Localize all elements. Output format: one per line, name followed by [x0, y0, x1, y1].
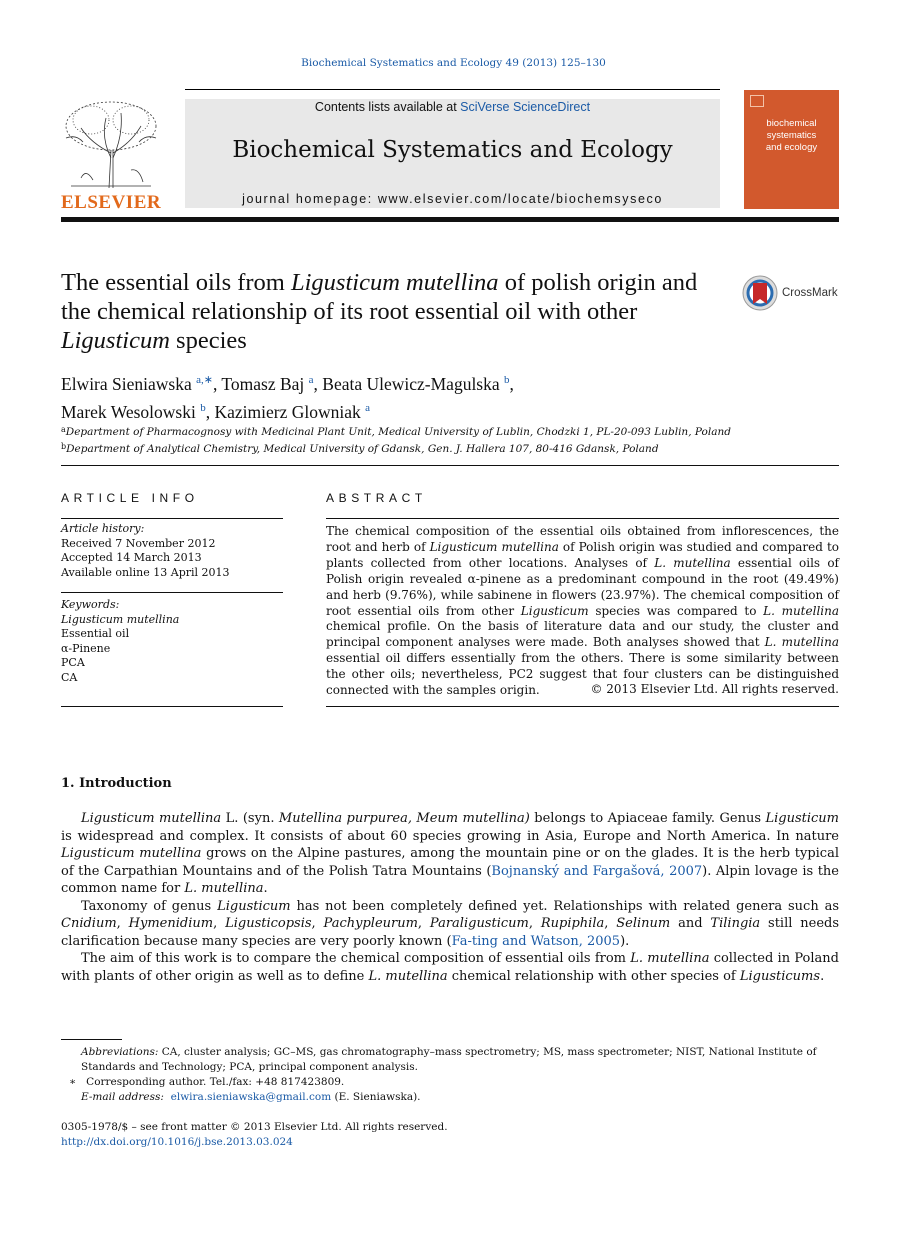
title-part: The essential oils from	[61, 269, 291, 296]
homepage-url-link[interactable]: www.elsevier.com/locate/biochemsyseco	[377, 192, 663, 206]
abstract-text	[326, 524, 839, 699]
keyword-item: CA	[61, 670, 78, 684]
homepage-prefix: journal homepage:	[242, 192, 378, 206]
email-name: (E. Sieniawska).	[331, 1091, 421, 1103]
cover-mini-logo	[750, 95, 764, 107]
journal-title: Biochemical Systematics and Ecology	[232, 137, 673, 163]
italic-run: L. mutellina	[184, 881, 264, 896]
italic-run: Hymenidium	[128, 916, 214, 931]
abstract-part-italic: L. mutellina	[764, 635, 840, 650]
info-rule-top	[61, 518, 283, 519]
title-part-italic: Ligusticum	[61, 327, 170, 354]
author-affiliation-marker[interactable]: a	[365, 402, 371, 414]
keywords-block	[61, 598, 283, 685]
affiliation-marker: a	[61, 425, 66, 434]
text-run: and	[670, 916, 711, 931]
corresponding-marker: ∗	[69, 1076, 77, 1088]
author-separator: ,	[205, 402, 215, 422]
text-run: collected in Poland with plants of other origin as well as to define	[61, 951, 839, 984]
corresponding-text: Corresponding author. Tel./fax: +48 817423809.	[86, 1076, 345, 1088]
text-run: ,	[604, 916, 617, 931]
abstract-part-italic: Ligusticum mutellina	[429, 539, 559, 554]
abbreviations-text: CA, cluster analysis; GC–MS, gas chromatography–mass spectrometry; MS, mass spectrometer; NIST, National Institute of Standards and Technology; PCA, principal component analysis.	[81, 1046, 817, 1073]
issn-block	[61, 1120, 448, 1150]
introduction-heading: 1. Introduction	[61, 776, 172, 791]
italic-run: Ligusticum	[217, 898, 291, 914]
abstract-rule-top	[326, 518, 839, 519]
intro-paragraph-1	[61, 810, 839, 898]
text-run: .	[263, 881, 268, 896]
italic-run: Tilingia	[710, 916, 761, 931]
italic-run: L. mutellina	[630, 951, 710, 966]
abstract-part: of Polish origin was studied and compared to plants collected from other locations. Analyses of	[326, 539, 839, 570]
contents-prefix: Contents lists available at	[314, 100, 461, 114]
elsevier-wordmark: ELSEVIER	[61, 192, 162, 213]
text-run: ,	[528, 916, 541, 931]
received-date: Received 7 November 2012	[61, 536, 216, 550]
reference-link[interactable]: Bojnanský and Fargašová, 2007	[491, 863, 703, 879]
history-label: Article history:	[61, 522, 145, 535]
text-run: ,	[116, 916, 129, 931]
abbreviations-label: Abbreviations:	[81, 1046, 159, 1058]
sciencedirect-link[interactable]: SciVerse ScienceDirect	[460, 100, 591, 114]
text-run: grows on the Alpine pastures, among the mountain pine or on the glades. It is the herb typical of the Carpathian Mountains and of the Polish Tatra Mountains (	[61, 846, 839, 879]
footnote-rule	[61, 1039, 122, 1040]
affiliation-text: Department of Analytical Chemistry, Medical University of Gdansk, Gen. J. Hallera 107, 80-416 Gdansk, Poland	[66, 442, 659, 455]
cover-title-line-2: systematics	[766, 130, 817, 141]
cover-title	[744, 118, 839, 154]
header-thick-rule	[61, 217, 839, 222]
text-run: ). Alpin lovage is the common name for	[61, 863, 839, 896]
intro-paragraph-2	[61, 898, 839, 951]
article-title	[61, 268, 721, 355]
text-run: ,	[213, 916, 226, 931]
online-date: Available online 13 April 2013	[61, 565, 230, 579]
author-separator: ,	[313, 374, 323, 394]
italic-run: Selinum	[616, 916, 671, 931]
article-info-heading: ARTICLE INFO	[61, 491, 199, 505]
text-run: L. (syn.	[221, 811, 279, 826]
journal-cover-thumbnail[interactable]	[744, 90, 839, 209]
journal-citation[interactable]: Biochemical Systematics and Ecology 49 (2013) 125–130	[301, 57, 606, 69]
title-part-italic: Ligusticum mutellina	[290, 269, 499, 296]
italic-run: Ligusticum mutellina	[61, 846, 202, 861]
abstract-part: essential oil differs essentially from the others. There is some similarity between the other oils; nevertheless, PC2 suggest that four clusters can be distinguished connected with the samples origin.	[326, 651, 839, 698]
affiliation-marker: b	[61, 441, 67, 451]
elsevier-tree-logo	[61, 98, 161, 190]
reference-link[interactable]: Fa-ting and Watson, 2005	[451, 933, 621, 949]
journal-homepage	[185, 192, 720, 206]
italic-run: Mutellina purpurea, Meum mutellina)	[278, 811, 530, 826]
italic-run: L. mutellina	[368, 968, 448, 984]
abstract-part-italic: L. mutellina	[763, 603, 839, 618]
abstract-heading: ABSTRACT	[326, 491, 427, 505]
contents-line	[185, 100, 720, 114]
text-run: has not been completely defined yet. Relationships with related genera such as	[290, 898, 839, 914]
text-run: ).	[620, 933, 630, 949]
author-name: Elwira Sieniawska	[61, 374, 197, 394]
title-part: species	[169, 327, 247, 354]
italic-run: Ligusticopsis	[225, 916, 312, 931]
affiliation-a	[61, 423, 839, 440]
author-separator: ,	[509, 374, 514, 394]
crossmark-icon	[741, 274, 779, 312]
abstract-part: The chemical composition of the essential oils obtained from inflorescences, the root and herb of	[326, 524, 839, 554]
corresponding-footnote	[61, 1075, 839, 1090]
doi-link[interactable]: http://dx.doi.org/10.1016/j.bse.2013.03.024	[61, 1136, 293, 1148]
text-run: still needs clarification because many species are very poorly known (	[61, 916, 840, 949]
email-label: E-mail address:	[81, 1091, 164, 1103]
crossmark-label: CrossMark	[782, 287, 838, 299]
introduction-body	[61, 810, 839, 985]
affiliation-b	[61, 440, 839, 457]
email-footnote	[61, 1090, 839, 1105]
keyword-item: α-Pinene	[61, 641, 111, 655]
author-name: Beata Ulewicz-Magulska	[322, 374, 505, 394]
keyword-item: Essential oil	[61, 627, 130, 640]
text-run: belongs to Apiaceae family. Genus	[529, 811, 766, 826]
keywords-label: Keywords:	[61, 598, 120, 611]
abstract-part-italic: Ligusticum	[520, 603, 589, 618]
abstract-part: chemical profile. On the basis of literature data and our study, the cluster and principal component analyses were made. Both analyses showed that	[326, 619, 839, 650]
author-name: Tomasz Baj	[221, 374, 309, 394]
keywords-list	[61, 613, 283, 686]
text-run: is widespread and complex. It consists of about 60 species growing in Asia, Europe and North America. In nature	[61, 828, 839, 844]
text-run: ,	[311, 916, 324, 931]
info-rule-mid	[61, 592, 283, 593]
abstract-copyright: © 2013 Elsevier Ltd. All rights reserved.	[590, 682, 839, 696]
cover-title-line-1: biochemical	[766, 118, 817, 129]
affiliation-rule	[61, 465, 839, 466]
italic-run: Ligusticum mutellina	[81, 811, 222, 826]
intro-paragraph-3	[61, 950, 839, 985]
accepted-date: Accepted 14 March 2013	[61, 551, 202, 564]
author-affiliation-marker[interactable]: b	[200, 402, 206, 414]
abstract-part-italic: L. mutellina	[654, 555, 731, 570]
affiliation-text: Department of Pharmacognosy with Medicinal Plant Unit, Medical University of Lublin, Chodzki 1, PL-20-093 Lublin, Poland	[65, 426, 731, 438]
crossmark-badge[interactable]	[741, 274, 841, 312]
abstract-rule-bottom	[326, 706, 839, 707]
keyword-item: PCA	[61, 656, 85, 669]
italic-run: Paraligusticum	[429, 916, 529, 931]
text-run: ,	[417, 916, 430, 931]
email-link[interactable]: elwira.sieniawska@gmail.com	[170, 1091, 332, 1103]
italic-run: Rupiphila	[540, 916, 605, 931]
abbreviations-footnote	[61, 1045, 839, 1075]
info-rule-bottom	[61, 706, 283, 707]
text-run: .	[820, 968, 825, 984]
abstract-part: essential oils of Polish origin revealed α-pinene as a predominant compound in the root (49.49%) and herb (9.76%), while sabinene in flowers (23.97%). The chemical composition of root essential oils from other	[326, 555, 839, 618]
text-run: The aim of this work is to compare the chemical composition of essential oils from	[81, 951, 631, 966]
italic-run: Ligusticum	[765, 811, 839, 826]
text-run: Taxonomy of genus	[81, 898, 218, 914]
author-name: Kazimierz Glowniak	[214, 402, 366, 422]
abstract-part: species was compared to	[588, 603, 764, 618]
author-separator: ,	[212, 374, 222, 394]
keyword-item: Ligusticum mutellina	[61, 612, 180, 626]
author-affiliation-marker[interactable]: a,∗	[196, 374, 213, 386]
footnotes	[61, 1045, 839, 1105]
issn-line: 0305-1978/$ – see front matter © 2013 Elsevier Ltd. All rights reserved.	[61, 1121, 448, 1133]
italic-run: Cnidium	[61, 916, 117, 931]
article-history	[61, 522, 283, 580]
author-name: Marek Wesolowski	[61, 402, 201, 422]
author-affiliation-marker[interactable]: b	[504, 374, 510, 386]
author-affiliation-marker[interactable]: a	[308, 374, 314, 386]
affiliations	[61, 423, 839, 456]
header-top-rule	[185, 89, 720, 90]
title-part: of polish origin and the chemical relationship of its root essential oil with other	[61, 269, 698, 325]
italic-run: Ligusticums	[739, 968, 821, 984]
cover-title-line-3: and ecology	[765, 142, 818, 153]
text-run: chemical relationship with other species of	[447, 968, 740, 984]
italic-run: Pachypleurum	[323, 916, 418, 931]
author-list	[61, 368, 701, 424]
